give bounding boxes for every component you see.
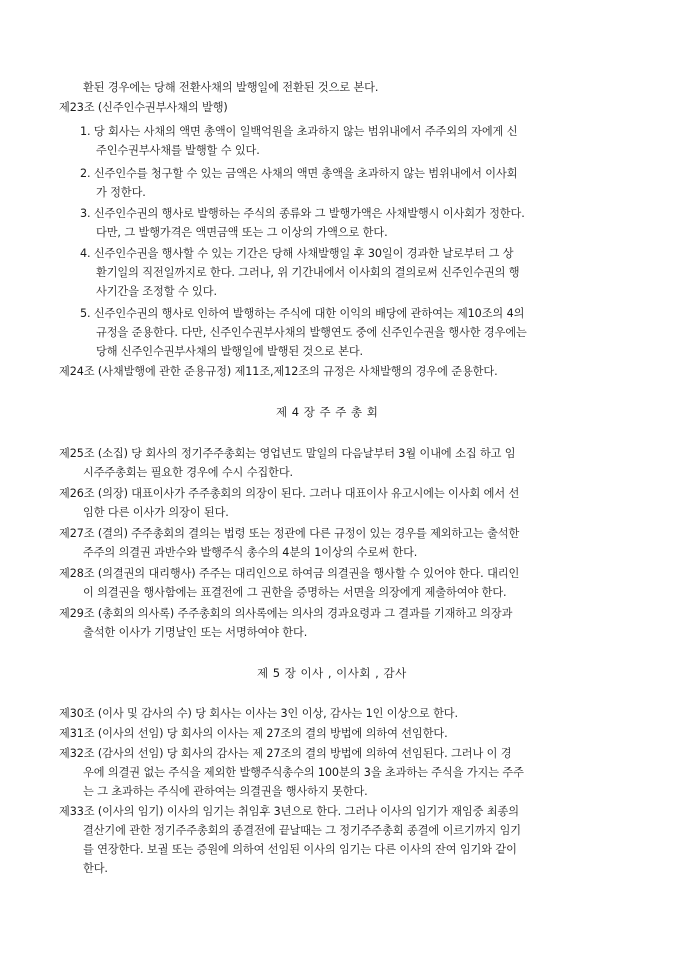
article-23-title: 제23조 (신주인수권부사채의 발행) [59,101,228,114]
article-32: 제32조 (감사의 선임) 당 회사의 감사는 제 27조의 결의 방법에 의하여 선임된다. 그러나 이 경 [59,747,512,760]
text-line: 임한 다른 이사가 의장이 된다. [83,506,229,519]
text-line: 1. 당 회사는 사채의 액면 총액이 일백억원을 초과하지 않는 범위내에서 주주외의 자에게 신 [80,125,518,138]
text-line: 를 연장한다. 보궐 또는 증원에 의하여 선임된 이사의 임기는 다른 이사의 잔여 임기와 같이 [83,843,517,856]
text-line: 환된 경우에는 당해 전환사채의 발행일에 전환된 것으로 본다. [83,81,379,94]
text-line: 한다. [83,862,108,875]
text-line: 5. 신주인수권의 행사로 인하여 발행하는 주식에 대한 이익의 배당에 관하여는 제10조의 4의 [80,307,525,320]
text-line: 시주주총회는 필요한 경우에 수시 수집한다. [83,466,294,479]
article-27: 제27조 (결의) 주주총회의 결의는 법령 또는 정관에 다른 규정이 있는 경우를 제외하고는 출석한 [59,527,520,540]
text-line: 주인수권부사채를 발행할 수 있다. [96,144,260,157]
text-line: 출석한 이사가 기명날인 또는 서명하여야 한다. [83,626,308,639]
text-line: 이 의결권을 행사함에는 표결전에 그 권한을 증명하는 서면을 의장에게 제출하여야 한다. [83,586,507,599]
article-33: 제33조 (이사의 임기) 이사의 임기는 취임후 3년으로 한다. 그러나 이사의 임기가 재임중 최종의 [59,805,519,818]
text-line: 우에 의결권 없는 주식을 제외한 발행주식총수의 100분의 3을 초과하는 주식을 가지는 주주 [83,766,524,779]
text-line: 는 그 초과하는 주식에 관하여는 의결권을 행사하지 못한다. [83,785,368,798]
text-line: 주주의 의결권 과반수와 발행주식 총수의 4분의 1이상의 수로써 한다. [83,546,418,559]
text-line: 4. 신주인수권을 행사할 수 있는 기간은 당해 사채발행일 후 30일이 경과한 날로부터 그 상 [80,247,514,260]
chapter-5-heading: 제 5 장 이사 , 이사회 , 감사 [257,666,407,680]
article-26: 제26조 (의장) 대표이사가 주주총회의 의장이 된다. 그러나 대표이사 유고시에는 이사회 에서 선 [59,487,520,500]
article-25: 제25조 (소집) 당 회사의 정기주주총회는 영업년도 말일의 다음날부터 3월 이내에 소집 하고 임 [59,447,516,460]
article-24: 제24조 (사채발행에 관한 준용규정) 제11조,제12조의 규정은 사채발행의 경우에 준용한다. [59,365,498,378]
text-line: 환기일의 직전일까지로 한다. 그러나, 위 기간내에서 이사회의 결의로써 신주인수권의 행 [96,266,520,279]
article-30: 제30조 (이사 및 감사의 수) 당 회사는 이사는 3인 이상, 감사는 1인 이상으로 한다. [59,707,458,720]
article-31: 제31조 (이사의 선임) 당 회사의 이사는 제 27조의 결의 방법에 의하여 선임한다. [59,727,448,740]
text-line: 결산기에 관한 정기주주총회의 종결전에 끝날때는 그 정기주주총회 종결에 이르기까지 임기 [83,824,521,837]
text-line: 규정을 준용한다. 다만, 신주인수권부사채의 발행연도 중에 신주인수권을 행사한 경우에는 [96,326,527,339]
text-line: 사기간을 조정할 수 있다. [96,285,217,298]
text-line: 당해 신주인수권부사채의 발행일에 발행된 것으로 본다. [96,345,364,358]
article-29: 제29조 (총회의 의사록) 주주총회의 의사록에는 의사의 경과요령과 그 결과를 기재하고 의장과 [59,607,513,620]
text-line: 다만, 그 발행가격은 액면금액 또는 그 이상의 가액으로 한다. [96,226,388,239]
article-28: 제28조 (의결권의 대리행사) 주주는 대리인으로 하여금 의결권을 행사할 수 있어야 한다. 대리인 [59,567,520,580]
text-line: 가 정한다. [96,186,146,199]
chapter-4-heading: 제 4 장 주 주 총 회 [276,405,379,419]
text-line: 3. 신주인수권의 행사로 발행하는 주식의 종류와 그 발행가액은 사채발행시 이사회가 정한다. [80,207,525,220]
text-line: 2. 신주인수를 청구할 수 있는 금액은 사채의 액면 총액을 초과하지 않는 범위내에서 이사회 [80,167,518,180]
